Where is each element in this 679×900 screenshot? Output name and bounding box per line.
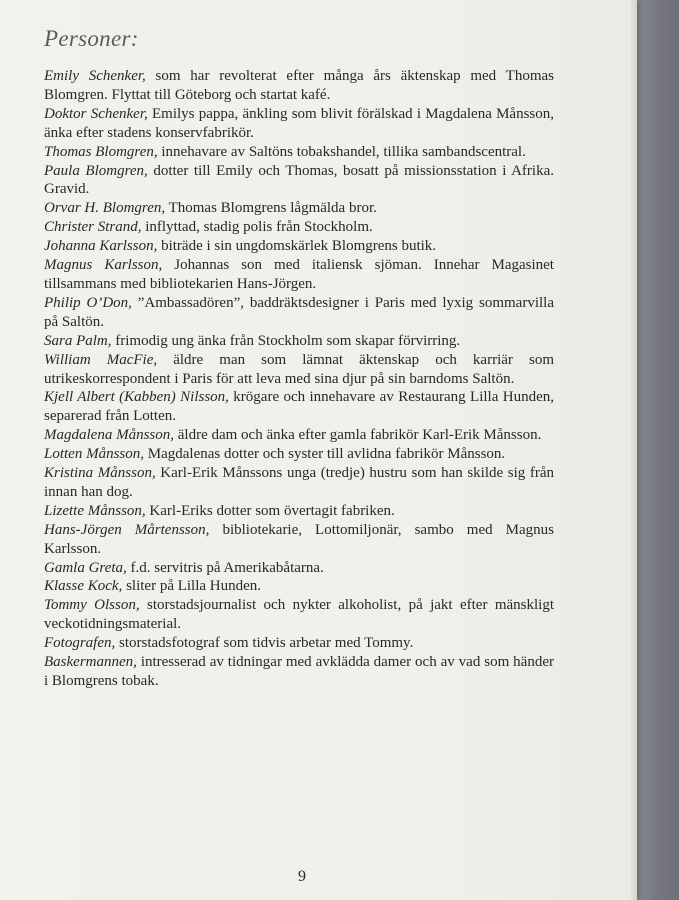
character-name: Christer Strand, — [44, 219, 142, 236]
character-name: Magnus Karlsson, — [44, 257, 163, 274]
character-entry-johanna — [44, 237, 554, 256]
character-entry-christer — [44, 218, 554, 237]
page-number: 9 — [298, 868, 306, 885]
character-list — [44, 67, 554, 691]
character-description: sliter på Lilla Hunden. — [122, 578, 262, 595]
character-description: innehavare av Saltöns tobakshandel, tillika sambandscentral. — [157, 143, 526, 160]
character-name: Lizette Månsson, — [44, 502, 146, 519]
character-description: Magdalenas dotter och syster till avlidna fabrikör Månsson. — [144, 446, 506, 463]
character-entry-kabben — [44, 388, 554, 426]
character-name: Johanna Karlsson, — [44, 238, 158, 255]
section-heading: Personer: — [44, 26, 139, 51]
character-description: storstadsfotograf som tidvis arbetar med Tommy. — [115, 635, 414, 652]
character-name: Magdalena Månsson, — [44, 427, 174, 444]
character-description: Thomas Blomgrens lågmälda bror. — [165, 200, 377, 217]
character-entry-klasse-kock — [44, 577, 554, 596]
character-entry-baskermannen — [44, 653, 554, 691]
character-description: frimodig ung änka från Stockholm som skapar förvirring. — [111, 332, 461, 349]
character-description: f.d. servitris på Amerikabåtarna. — [126, 559, 324, 576]
character-name: Lotten Månsson, — [44, 446, 145, 463]
character-entry-hans-jorgen — [44, 521, 554, 559]
character-name: Thomas Blomgren, — [44, 143, 158, 160]
character-name: Hans-Jörgen Mårtensson, — [44, 521, 210, 538]
character-description: storstadsjournalist och nykter alkoholist, på jakt efter mänskligt veckotidningsmaterial. — [44, 597, 555, 633]
character-description: äldre dam och änka efter gamla fabrikör Karl-Erik Månsson. — [174, 427, 542, 444]
character-name: Paula Blomgren, — [44, 162, 148, 179]
character-name: Emily Schenker, — [44, 68, 146, 84]
character-name: Tommy Olsson, — [44, 597, 140, 614]
character-name: Kristina Månsson, — [44, 465, 156, 482]
character-name: Orvar H. Blomgren, — [44, 200, 166, 217]
character-entry-william — [44, 351, 554, 389]
character-description: biträde i sin ungdomskärlek Blomgrens butik. — [157, 238, 437, 255]
character-description: som har revolterat efter många års äktenskap med Thomas Blomgren. Flyttat till Göteborg och startat kafé. — [44, 68, 554, 103]
character-entry-lotten — [44, 445, 554, 464]
character-description: Karl-Erik Månssons unga (tredje) hustru som han skilde sig från innan han dog. — [44, 465, 555, 500]
character-entry-magdalena — [44, 426, 554, 445]
character-description: intresserad av tidningar med avklädda damer och av vad som händer i Blomgrens tobak. — [44, 654, 554, 689]
character-description: ”Ambassadören”, baddräktsdesigner i Paris med lyxig sommarvilla på Saltön. — [44, 294, 554, 330]
character-description: dotter till Emily och Thomas, bosatt på missionsstation i Afrika. Gravid. — [44, 162, 554, 198]
character-entry-doktor-schenker — [44, 105, 554, 143]
character-entry-philip — [44, 294, 554, 332]
character-description: bibliotekarie, Lottomiljonär, sambo med Magnus Karlsson. — [44, 521, 554, 557]
character-name: Fotografen, — [44, 635, 116, 652]
character-entry-kristina — [44, 464, 554, 502]
character-entry-fotografen — [44, 634, 554, 653]
character-entry-thomas — [44, 143, 554, 162]
character-entry-tommy — [44, 596, 554, 634]
character-name: Philip O’Don, — [44, 294, 132, 311]
character-entry-orvar — [44, 199, 554, 218]
character-name: Gamla Greta, — [44, 559, 127, 576]
character-name: Doktor Schenker, — [44, 105, 148, 122]
character-entry-magnus — [44, 256, 554, 294]
character-description: inflyttad, stadig polis från Stockholm. — [141, 219, 373, 236]
character-name: Baskermannen, — [44, 654, 137, 671]
page-edge — [631, 0, 637, 900]
character-entry-paula — [44, 162, 554, 200]
character-description: äldre man som lämnat äktenskap och karriär som utrikeskorrespondent i Paris för att leva med sina djur på sin barndoms Saltön. — [44, 351, 554, 387]
character-description: Johannas son med italiensk sjöman. Innehar Magasinet tillsammans med bibliotekarien Hans-Jörgen. — [44, 257, 554, 292]
character-entry-lizette — [44, 502, 554, 521]
character-entry-emily — [44, 67, 554, 105]
character-description: krögare och innehavare av Restaurang Lilla Hunden, separerad från Lotten. — [44, 389, 554, 425]
character-name: Sara Palm, — [44, 332, 112, 349]
background-surface — [631, 0, 679, 900]
character-name: William MacFie, — [44, 351, 158, 368]
character-description: Karl-Eriks dotter som övertagit fabriken. — [145, 502, 395, 519]
character-entry-sara — [44, 332, 554, 351]
character-description: Emilys pappa, änkling som blivit förälskad i Magdalena Månsson, änka efter stadens konservfabrikör. — [44, 105, 554, 141]
character-name: Kjell Albert (Kabben) Nilsson, — [44, 389, 229, 406]
character-name: Klasse Kock, — [44, 578, 123, 595]
character-entry-gamla-greta — [44, 559, 554, 578]
